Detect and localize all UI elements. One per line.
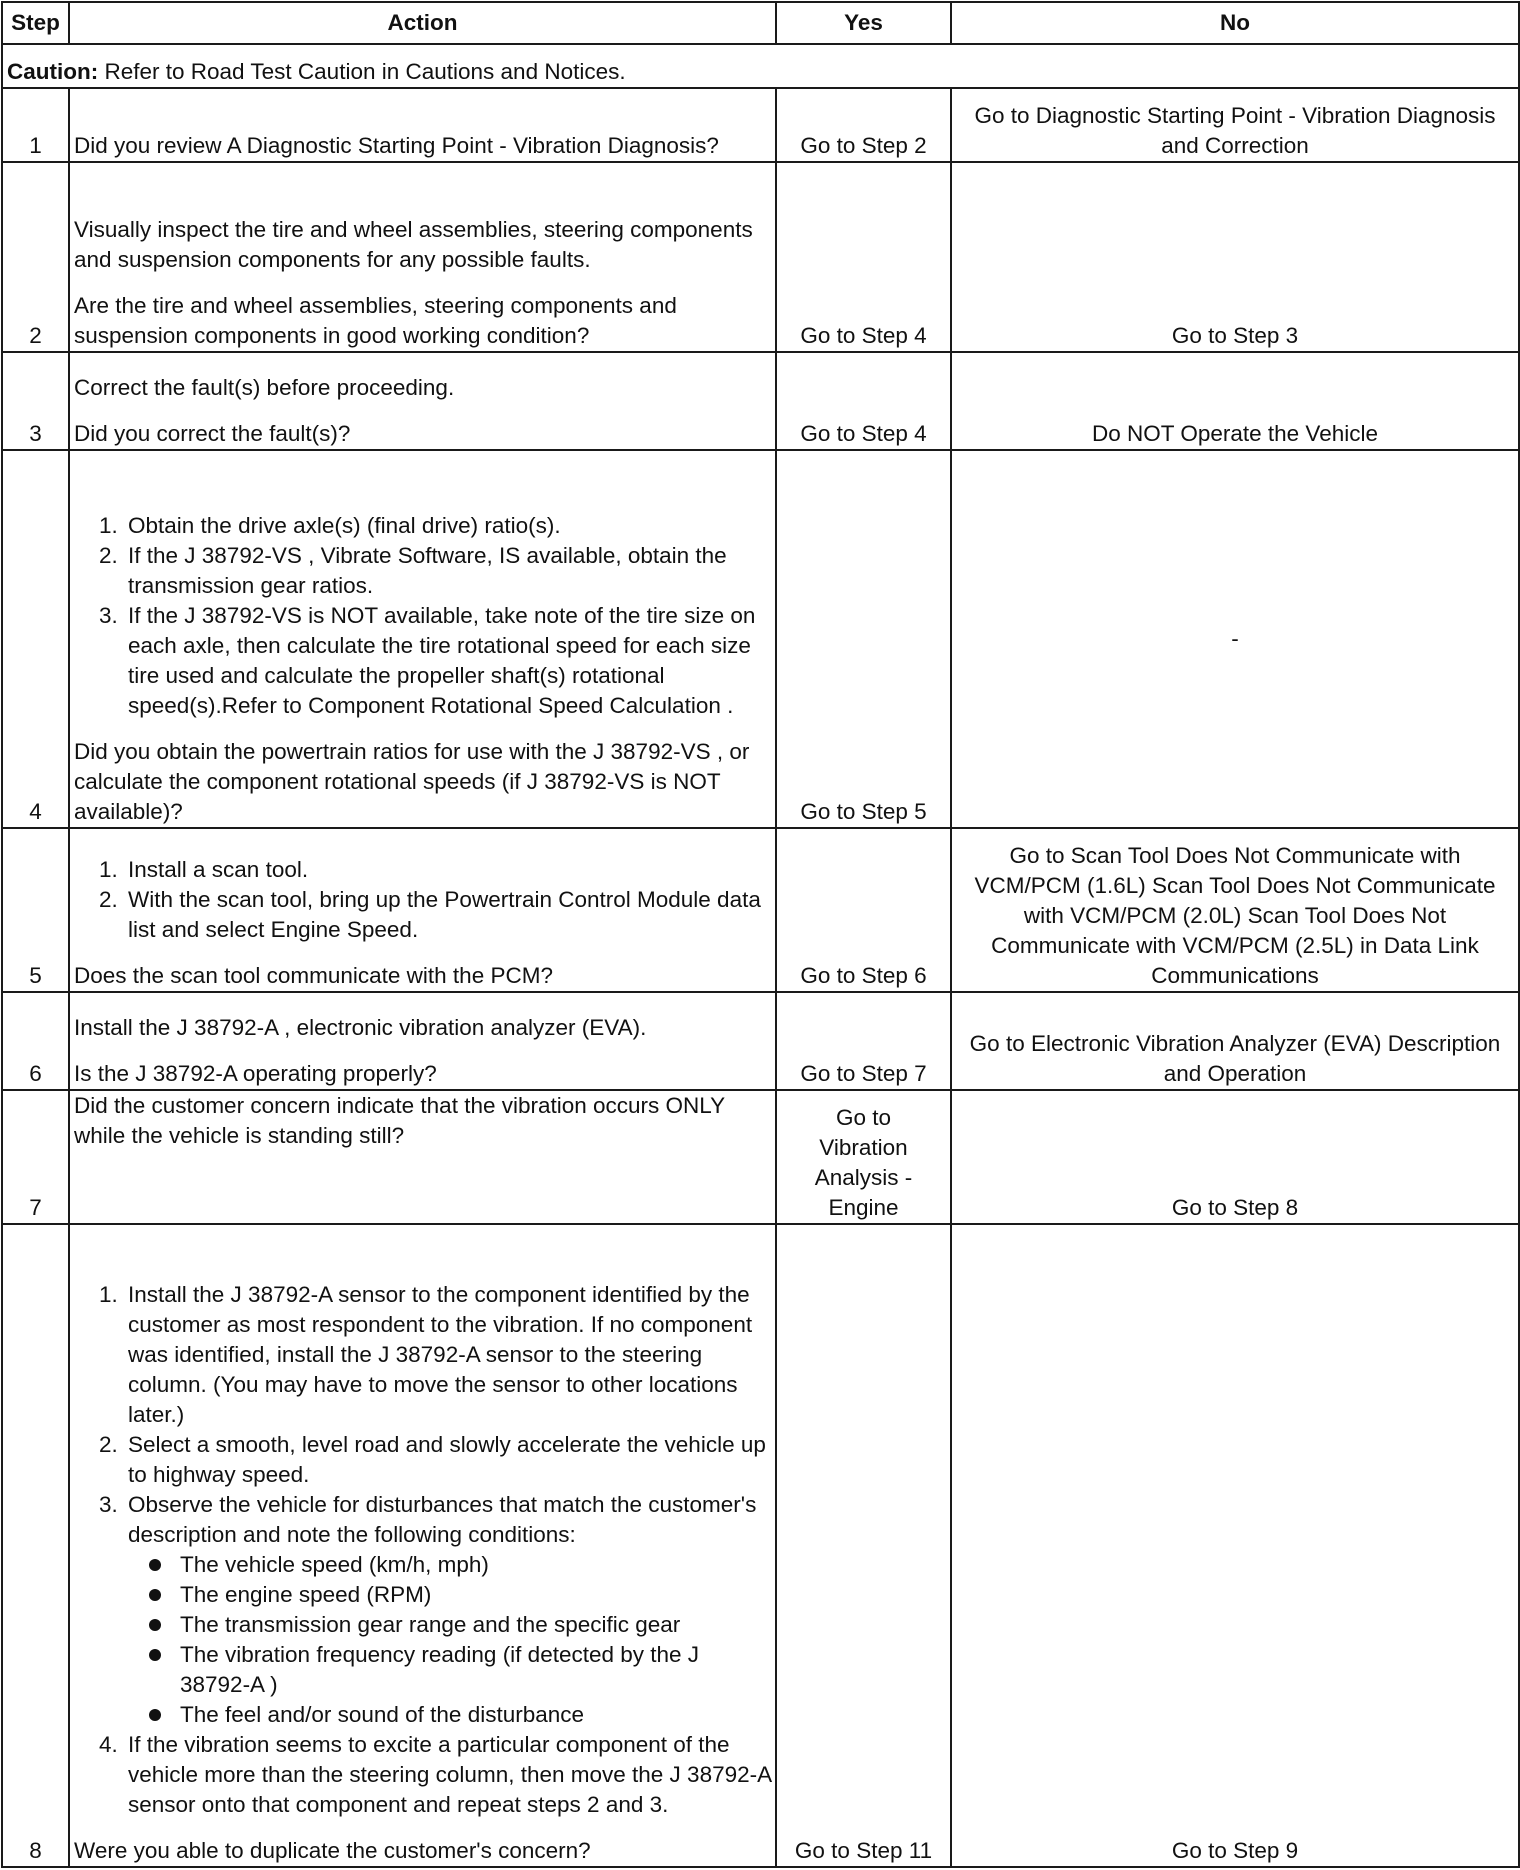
caution-cell	[2, 44, 1519, 88]
bullet-item: The vehicle speed (km/h, mph)	[176, 1550, 771, 1580]
list-item: 1. Install the J 38792-A sensor to the component identified by the customer as most respondent to the vibration. If no component was identified, install the J 38792-A sensor to the steering column. (You may have to move the sensor to other locations later.)	[124, 1280, 771, 1430]
table-row	[2, 162, 1519, 352]
step-number: 5	[2, 828, 69, 992]
action-instruction: Visually inspect the tire and wheel assemblies, steering components and suspension components for any possible faults.	[74, 217, 753, 272]
header-action: Action	[69, 2, 776, 44]
table-row	[2, 828, 1519, 992]
no-cell: Do NOT Operate the Vehicle	[951, 352, 1519, 450]
yes-cell: Go to Vibration Analysis - Engine	[776, 1090, 951, 1224]
action-question: Are the tire and wheel assemblies, steering components and suspension components in good working condition?	[74, 293, 677, 348]
list-item	[124, 1490, 771, 1730]
action-question: Did the customer concern indicate that the vibration occurs ONLY while the vehicle is standing still?	[74, 1093, 725, 1148]
caution-row	[2, 44, 1519, 88]
no-cell: Go to Electronic Vibration Analyzer (EVA) Description and Operation	[951, 992, 1519, 1090]
bullet-item: The transmission gear range and the specific gear	[176, 1610, 771, 1640]
diagnostic-table	[1, 1, 1520, 1868]
table-row	[2, 1224, 1519, 1867]
yes-cell: Go to Step 5	[776, 450, 951, 828]
step-number: 2	[2, 162, 69, 352]
table-row	[2, 352, 1519, 450]
header-no: No	[951, 2, 1519, 44]
action-instruction: Install the J 38792-A , electronic vibration analyzer (EVA).	[74, 1015, 647, 1040]
list-item: 4. If the vibration seems to excite a particular component of the vehicle more than the steering column, then move the J 38792-A sensor onto that component and repeat steps 2 and 3.	[124, 1730, 771, 1820]
action-cell	[69, 992, 776, 1090]
action-question: Does the scan tool communicate with the PCM?	[74, 963, 553, 988]
yes-cell: Go to Step 7	[776, 992, 951, 1090]
header-row	[2, 2, 1519, 44]
table-row	[2, 1090, 1519, 1224]
bullet-list	[128, 1550, 771, 1730]
no-cell: Go to Diagnostic Starting Point - Vibration Diagnosis and Correction	[951, 88, 1519, 162]
action-cell	[69, 1090, 776, 1224]
action-cell	[69, 162, 776, 352]
step-number: 7	[2, 1090, 69, 1224]
step-number: 3	[2, 352, 69, 450]
action-cell	[69, 450, 776, 828]
no-cell: Go to Scan Tool Does Not Communicate with VCM/PCM (1.6L) Scan Tool Does Not Communicate with VCM/PCM (2.0L) Scan Tool Does Not Communicate with VCM/PCM (2.5L) in Data Link Communications	[951, 828, 1519, 992]
action-cell	[69, 88, 776, 162]
list-item: 2. Select a smooth, level road and slowly accelerate the vehicle up to highway speed.	[124, 1430, 771, 1490]
list-item: 1. Install a scan tool.	[124, 855, 771, 885]
step-number: 8	[2, 1224, 69, 1867]
list-item-text: Observe the vehicle for disturbances that match the customer's description and note the following conditions:	[128, 1492, 757, 1547]
bullet-item: The feel and/or sound of the disturbance	[176, 1700, 771, 1730]
action-list	[74, 511, 771, 721]
yes-cell: Go to Step 4	[776, 162, 951, 352]
bullet-item: The vibration frequency reading (if detected by the J 38792-A )	[176, 1640, 771, 1700]
action-question: Did you review A Diagnostic Starting Point - Vibration Diagnosis?	[74, 133, 719, 158]
list-item: 2. With the scan tool, bring up the Powertrain Control Module data list and select Engine Speed.	[124, 885, 771, 945]
header-yes: Yes	[776, 2, 951, 44]
list-item: 2. If the J 38792-VS , Vibrate Software, IS available, obtain the transmission gear ratios.	[124, 541, 771, 601]
table-row	[2, 992, 1519, 1090]
list-item: 3. If the J 38792-VS is NOT available, take note of the tire size on each axle, then calculate the tire rotational speed for each size tire used and calculate the propeller shaft(s) rotational speed(s).Refer to Component Rotational Speed Calculation .	[124, 601, 771, 721]
list-item: 1. Obtain the drive axle(s) (final drive) ratio(s).	[124, 511, 771, 541]
action-cell	[69, 1224, 776, 1867]
no-cell: Go to Step 8	[951, 1090, 1519, 1224]
action-cell	[69, 828, 776, 992]
yes-cell: Go to Step 2	[776, 88, 951, 162]
no-cell: Go to Step 9	[951, 1224, 1519, 1867]
yes-cell: Go to Step 11	[776, 1224, 951, 1867]
table-row	[2, 88, 1519, 162]
action-question: Did you correct the fault(s)?	[74, 421, 351, 446]
action-list	[74, 855, 771, 945]
header-step: Step	[2, 2, 69, 44]
action-question: Were you able to duplicate the customer's concern?	[74, 1838, 591, 1863]
no-cell: Go to Step 3	[951, 162, 1519, 352]
step-number: 4	[2, 450, 69, 828]
action-question: Did you obtain the powertrain ratios for use with the J 38792-VS , or calculate the component rotational speeds (if J 38792-VS is NOT available)?	[74, 739, 750, 824]
bullet-item: The engine speed (RPM)	[176, 1580, 771, 1610]
table-row	[2, 450, 1519, 828]
action-instruction: Correct the fault(s) before proceeding.	[74, 375, 455, 400]
step-number: 6	[2, 992, 69, 1090]
caution-label: Caution:	[7, 59, 99, 84]
action-cell	[69, 352, 776, 450]
action-question: Is the J 38792-A operating properly?	[74, 1061, 437, 1086]
caution-text: Refer to Road Test Caution in Cautions and Notices.	[98, 59, 626, 84]
yes-cell: Go to Step 4	[776, 352, 951, 450]
no-cell: -	[951, 450, 1519, 828]
step-number: 1	[2, 88, 69, 162]
yes-cell: Go to Step 6	[776, 828, 951, 992]
action-list	[74, 1280, 771, 1820]
